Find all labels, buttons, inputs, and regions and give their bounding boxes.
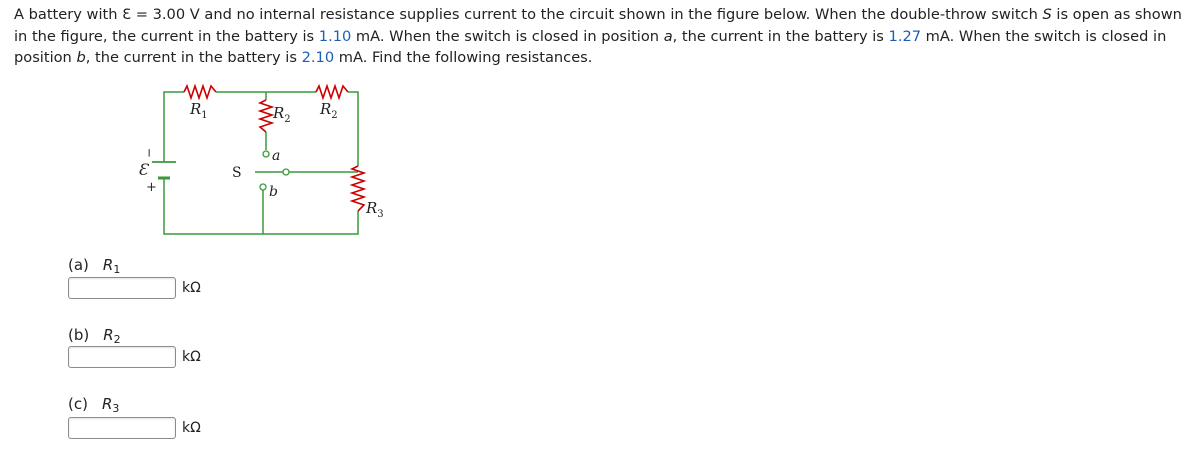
r1-answer-input[interactable] xyxy=(68,277,176,299)
terminal-a-label: a xyxy=(272,148,281,164)
emf-symbol: Ɛ xyxy=(122,6,132,23)
r1-label: $R_1$ xyxy=(190,100,208,121)
resistor-r2-top xyxy=(316,86,348,98)
terminal-b xyxy=(260,184,266,190)
r3-answer-input[interactable] xyxy=(68,417,176,439)
r3-unit: kΩ xyxy=(182,420,201,436)
part-a-label: (a) $R_1$ xyxy=(68,256,121,276)
current-b-value: 2.10 xyxy=(301,49,335,66)
battery-minus-label: − xyxy=(142,147,156,158)
current-open-value: 1.10 xyxy=(318,27,352,45)
battery-plus-label: + xyxy=(146,180,157,195)
part-c-label: (c) $R_3$ xyxy=(68,395,120,415)
problem-statement: A battery with Ɛ = 3.00 V and no internal resistance supplies current to the circuit shown in the figure below. When the double-throw switch S is open as shown in the figure, the current in the battery is 1.10 mA. When the switch is closed in position a, the current in the battery is 1.27 mA. When the switch is closed in position b, the current in the battery is 2.10 mA. Find the following resistances. xyxy=(14,6,1182,66)
r1-unit: kΩ xyxy=(182,280,201,296)
r2-answer-input[interactable] xyxy=(68,346,176,368)
terminal-b-label: b xyxy=(269,184,278,200)
current-a-value: 1.27 xyxy=(888,27,922,45)
switch-pivot xyxy=(283,169,289,175)
r2-unit: kΩ xyxy=(182,349,201,365)
switch-label: S xyxy=(232,165,242,181)
circuit-diagram xyxy=(120,76,400,246)
part-b-label: (b) $R_2$ xyxy=(68,326,121,346)
part-a-answer-row xyxy=(68,276,201,300)
r3-label: $R_3$ xyxy=(366,199,384,220)
emf-label: Ɛ xyxy=(138,160,148,179)
resistor-r2-vertical xyxy=(260,100,272,132)
part-b-answer-row xyxy=(68,345,201,369)
resistor-r1 xyxy=(184,86,216,98)
r2-vertical-label: $R_2$ xyxy=(273,104,291,125)
battery-symbol xyxy=(152,162,176,178)
part-c-answer-row xyxy=(68,416,201,440)
terminal-a xyxy=(263,151,269,157)
r2-top-label: $R_2$ xyxy=(320,100,338,121)
